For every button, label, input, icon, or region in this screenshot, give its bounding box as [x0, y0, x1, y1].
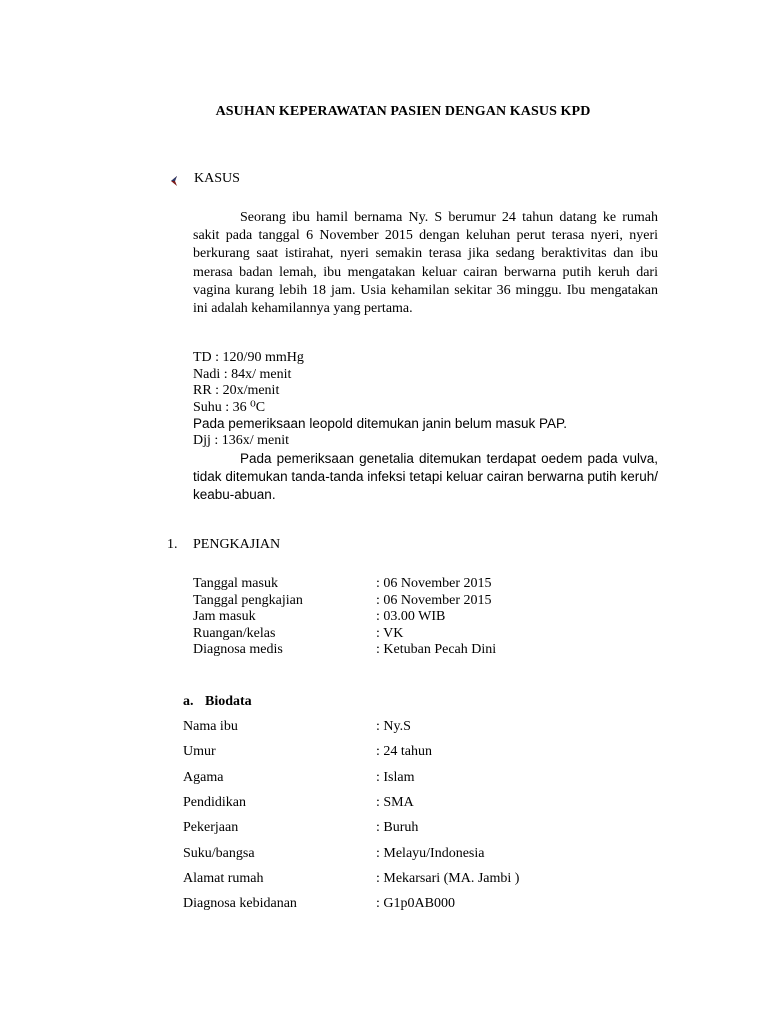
row-value: : 24 tahun — [376, 744, 432, 760]
biodata-heading — [183, 694, 252, 710]
biodata-table — [183, 719, 583, 919]
row-key: Tanggal masuk — [193, 576, 278, 591]
row-value: : Ketuban Pecah Dini — [376, 642, 497, 657]
row-key: Alamat rumah — [183, 870, 264, 886]
row-key: Jam masuk — [193, 609, 256, 624]
pengkajian-heading — [167, 537, 280, 553]
row-value: : G1p0AB000 — [376, 896, 455, 912]
row-value: : Melayu/Indonesia — [376, 845, 485, 861]
kasus-heading: KASUS — [194, 171, 240, 186]
row-value: : 03.00 WIB — [376, 609, 446, 624]
vital-td: TD : 120/90 mmHg — [193, 350, 304, 365]
table-row — [183, 744, 583, 762]
row-key: Suku/bangsa — [183, 845, 255, 861]
vital-djj: Djj : 136x/ menit — [193, 432, 290, 448]
leopold-finding: Pada pemeriksaan leopold ditemukan janin belum masuk PAP. — [193, 416, 567, 431]
row-key: Pekerjaan — [183, 820, 239, 836]
row-value: : VK — [376, 625, 404, 641]
table-row — [193, 576, 593, 594]
table-row — [193, 593, 593, 611]
table-row — [183, 871, 583, 889]
kasus-paragraph-2: Pada pemeriksaan genetalia ditemukan terdapat oedem pada vulva, tidak ditemukan tanda-tanda infeksi tetapi keluar cairan berwarna putih keruh/ keabu-abuan. — [193, 451, 658, 502]
vital-suhu: Suhu : 36 ⁰C — [193, 399, 266, 415]
row-value: : SMA — [376, 794, 414, 810]
pengkajian-number: 1. — [167, 537, 178, 552]
table-row — [183, 846, 583, 864]
kasus-paragraph-1: Seorang ibu hamil bernama Ny. S berumur 24 tahun datang ke rumah sakit pada tanggal 6 November 2015 dengan keluhan perut terasa nyeri, nyeri berkurang saat istirahat, nyeri semakin terasa jika sedang beraktivitas dan ibu merasa badan lemah, ibu mengatakan keluar cairan berwarna putih keruh dari vagina kurang lebih 18 jam. Usia kehamilan sekitar 36 minggu. Ibu mengatakan ini adalah kehamilannya yang pertama. — [193, 210, 658, 317]
row-value: : 06 November 2015 — [376, 576, 492, 591]
arrow-bullet-icon — [169, 174, 179, 188]
biodata-title: Biodata — [205, 694, 252, 709]
row-value: : Mekarsari (MA. Jambi ) — [376, 870, 520, 886]
table-row — [183, 770, 583, 788]
table-row — [183, 896, 583, 914]
vitals-block — [193, 350, 567, 449]
document-title: ASUHAN KEPERAWATAN PASIEN DENGAN KASUS KPD — [215, 104, 591, 119]
table-row — [183, 795, 583, 813]
vital-rr: RR : 20x/menit — [193, 383, 280, 398]
row-key: Nama ibu — [183, 719, 238, 734]
row-value: : Ny.S — [376, 719, 411, 734]
row-value: : Islam — [376, 769, 415, 785]
row-key: Tanggal pengkajian — [193, 592, 303, 608]
pengkajian-title: PENGKAJIAN — [193, 537, 281, 552]
row-key: Diagnosa medis — [193, 642, 283, 657]
row-value: : 06 November 2015 — [376, 592, 492, 608]
biodata-letter: a. — [183, 694, 194, 709]
row-value: : Buruh — [376, 820, 419, 836]
vital-nadi: Nadi : 84x/ menit — [193, 366, 292, 382]
table-row — [183, 820, 583, 838]
table-row — [183, 719, 583, 737]
table-row — [193, 609, 593, 627]
table-row — [193, 626, 593, 644]
row-key: Diagnosa kebidanan — [183, 896, 297, 912]
row-key: Ruangan/kelas — [193, 625, 276, 641]
row-key: Pendidikan — [183, 794, 246, 810]
table-row — [193, 642, 593, 660]
row-key: Agama — [183, 769, 224, 785]
pengkajian-table — [193, 576, 593, 666]
row-key: Umur — [183, 744, 216, 760]
